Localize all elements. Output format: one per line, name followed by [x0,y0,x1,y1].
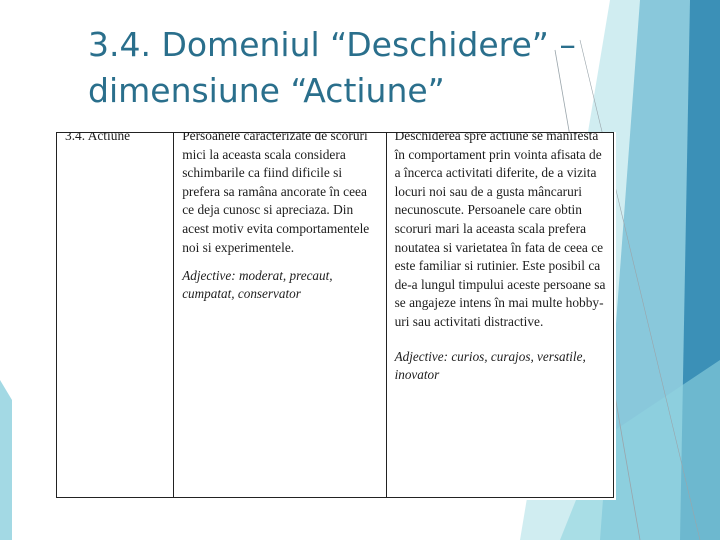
low-score-description: Persoanele caracterizate de scoruri mici la aceasta scala considera schimbarile ca fiind dificile si prefera sa ramâna ancorate în ceea ce deja cunosc si apreciaza. Din acest motiv evita comportamentele noi si experimentele. [182,132,370,255]
low-score-cell [174,133,386,498]
high-score-description: Deschiderea spre actiune se manifesta în comportament prin vointa afisata de a încerca activitati diferite, de a vizita locuri noi sau de a gusta mâncaruri necunoscute. Persoanele care obtin scoruri mari la aceasta scala prefera noutatea si varietatea în fata de ceea ce este familiar si rutinier. Este posibil ca de-a lungul timpului aceste persoane sa se angajeze intens în mai multe hobby-uri sau activitati distractive. [394,132,606,329]
low-score-adjectives: Adjective: moderat, precaut, cumpatat, conservator [182,268,333,302]
facet-cell [57,133,174,498]
personality-table [56,132,616,500]
high-score-cell [386,133,613,498]
slide-title: 3.4. Domeniul “Deschidere” – dimensiune “Actiune” [88,25,576,110]
table [56,132,614,498]
high-score-adjectives: Adjective: curios, curajos, versatile, inovator [394,348,586,382]
deco-left-edge [0,380,12,540]
facet-label: 3.4. Actiune [65,132,131,143]
table-row [57,133,614,498]
